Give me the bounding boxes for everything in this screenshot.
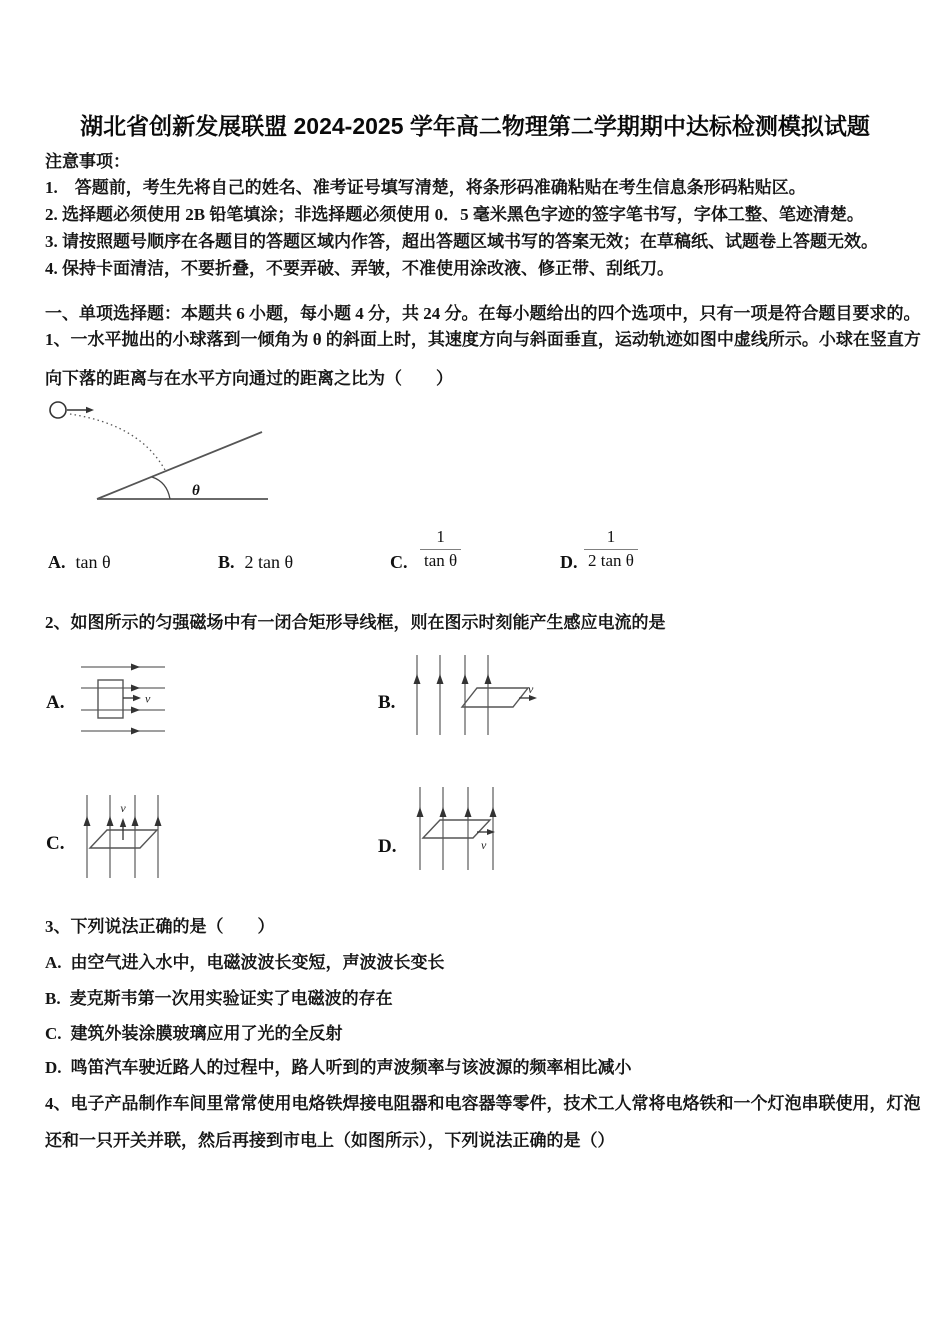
field-lines-vertical xyxy=(417,655,488,735)
q3-option-b-label: B. xyxy=(45,989,61,1008)
q1-option-d xyxy=(560,552,578,573)
q1-option-b-value: 2 tan θ xyxy=(244,552,294,572)
q1-option-d-label: D. xyxy=(560,552,578,572)
wire-loop-parallelogram xyxy=(423,820,490,838)
q4-text-line1: 4、电子产品制作车间里常常使用电烙铁焊接电阻器和电容器等零件，技术工人常将电烙铁和一个灯泡串联使用，灯泡 xyxy=(45,1094,921,1113)
q1-option-a-value: tan θ xyxy=(75,552,111,572)
notice-item-3: 3. 请按照题号顺序在各题目的答题区域内作答，超出答题区域书写的答案无效；在草稿纸、试题卷上答题无效。 xyxy=(45,232,878,251)
velocity-label: v xyxy=(528,682,534,696)
notice-item-1: 1. 答题前，考生先将自己的姓名、准考证号填写清楚，将条形码准确粘贴在考生信息条形码粘贴区。 xyxy=(45,178,806,197)
initial-velocity-arrow xyxy=(67,407,94,413)
wire-loop-parallelogram xyxy=(462,688,528,707)
q1-option-b xyxy=(218,552,293,573)
q1-option-a-label: A. xyxy=(48,552,66,572)
q2-diagram-d-vertical-field-loop-right xyxy=(405,783,555,878)
q3-option-b xyxy=(45,988,393,1010)
q3-text: 3、下列说法正确的是（ ） xyxy=(45,917,275,936)
q3-option-a-label: A. xyxy=(45,953,62,972)
velocity-label: v xyxy=(120,801,126,815)
q3-option-b-text: 麦克斯韦第一次用实验证实了电磁波的存在 xyxy=(69,989,393,1008)
q1-option-c xyxy=(390,552,408,573)
q3-option-c xyxy=(45,1023,343,1045)
notice-heading: 注意事项： xyxy=(45,152,130,171)
q1-option-d-denominator: 2 tan θ xyxy=(584,549,638,571)
velocity-arrow xyxy=(123,695,141,701)
q1-option-c-label: C. xyxy=(390,552,408,572)
q2-diagram-b-vertical-field-loop-right xyxy=(405,648,555,743)
q3-option-c-label: C. xyxy=(45,1024,62,1043)
q2-text: 2、如图所示的匀强磁场中有一闭合矩形导线框，则在图示时刻能产生感应电流的是 xyxy=(45,613,666,632)
field-arrowheads xyxy=(417,807,497,817)
q1-option-d-fraction xyxy=(584,527,638,571)
q1-option-a xyxy=(48,552,111,573)
notice-item-2: 2. 选择题必须使用 2B 铅笔填涂；非选择题必须使用 0．5 毫米黑色字迹的签字笔书写，字体工整、笔迹清楚。 xyxy=(45,205,864,224)
q1-option-b-label: B. xyxy=(218,552,235,572)
q3-option-d-text: 鸣笛汽车驶近路人的过程中，路人听到的声波频率与该波源的频率相比减小 xyxy=(70,1058,632,1077)
q1-option-d-numerator: 1 xyxy=(606,527,616,546)
q2-diagram-a-horizontal-field-loop-right xyxy=(73,652,233,747)
q3-option-c-text: 建筑外装涂膜玻璃应用了光的全反射 xyxy=(70,1024,343,1043)
velocity-label: v xyxy=(145,691,151,706)
q2-option-a-label: A. xyxy=(46,692,65,713)
incline-line xyxy=(97,432,262,499)
q1-projectile-incline-diagram xyxy=(40,393,370,513)
q2-option-c-label: C. xyxy=(46,833,65,854)
q1-option-c-numerator: 1 xyxy=(436,527,445,546)
wire-loop-rect xyxy=(98,680,123,718)
notice-item-4: 4. 保持卡面清洁，不要折叠，不要弄破、弄皱，不准使用涂改液、修正带、刮纸刀。 xyxy=(45,259,674,278)
q3-option-d-label: D. xyxy=(45,1058,62,1077)
page-title: 湖北省创新发展联盟 2024-2025 学年高二物理第二学期期中达标检测模拟试题 xyxy=(80,113,870,139)
section1-heading: 一、单项选择题：本题共 6 小题，每小题 4 分，共 24 分。在每小题给出的四个选项中，只有一项是符合题目要求的。 xyxy=(45,304,921,323)
q1-text-line2: 向下落的距离与在水平方向通过的距离之比为（ ） xyxy=(45,369,453,388)
q1-option-c-fraction xyxy=(420,527,461,571)
velocity-arrow xyxy=(120,818,126,840)
q4-text-line2: 还和一只开关并联，然后再接到市电上（如图所示），下列说法正确的是（） xyxy=(45,1131,615,1150)
field-arrowheads xyxy=(414,674,492,684)
trajectory-dotted-path xyxy=(70,414,165,470)
ball-icon xyxy=(50,402,66,418)
angle-arc xyxy=(152,477,170,499)
q2-option-b-label: B. xyxy=(378,692,396,713)
q1-text-line1: 1、一水平抛出的小球落到一倾角为 θ 的斜面上时，其速度方向与斜面垂直，运动轨迹如图中虚线所示。小球在竖直方 xyxy=(45,330,921,349)
q3-option-d xyxy=(45,1057,632,1079)
q3-option-a xyxy=(45,952,445,974)
q3-option-a-text: 由空气进入水中，电磁波波长变短，声波波长变长 xyxy=(70,953,445,972)
velocity-label: v xyxy=(481,838,487,852)
q2-diagram-c-vertical-field-loop-up xyxy=(75,790,235,885)
q1-option-c-denominator: tan θ xyxy=(420,549,461,571)
angle-theta-label: θ xyxy=(192,483,200,499)
q2-option-d-label: D. xyxy=(378,836,397,857)
